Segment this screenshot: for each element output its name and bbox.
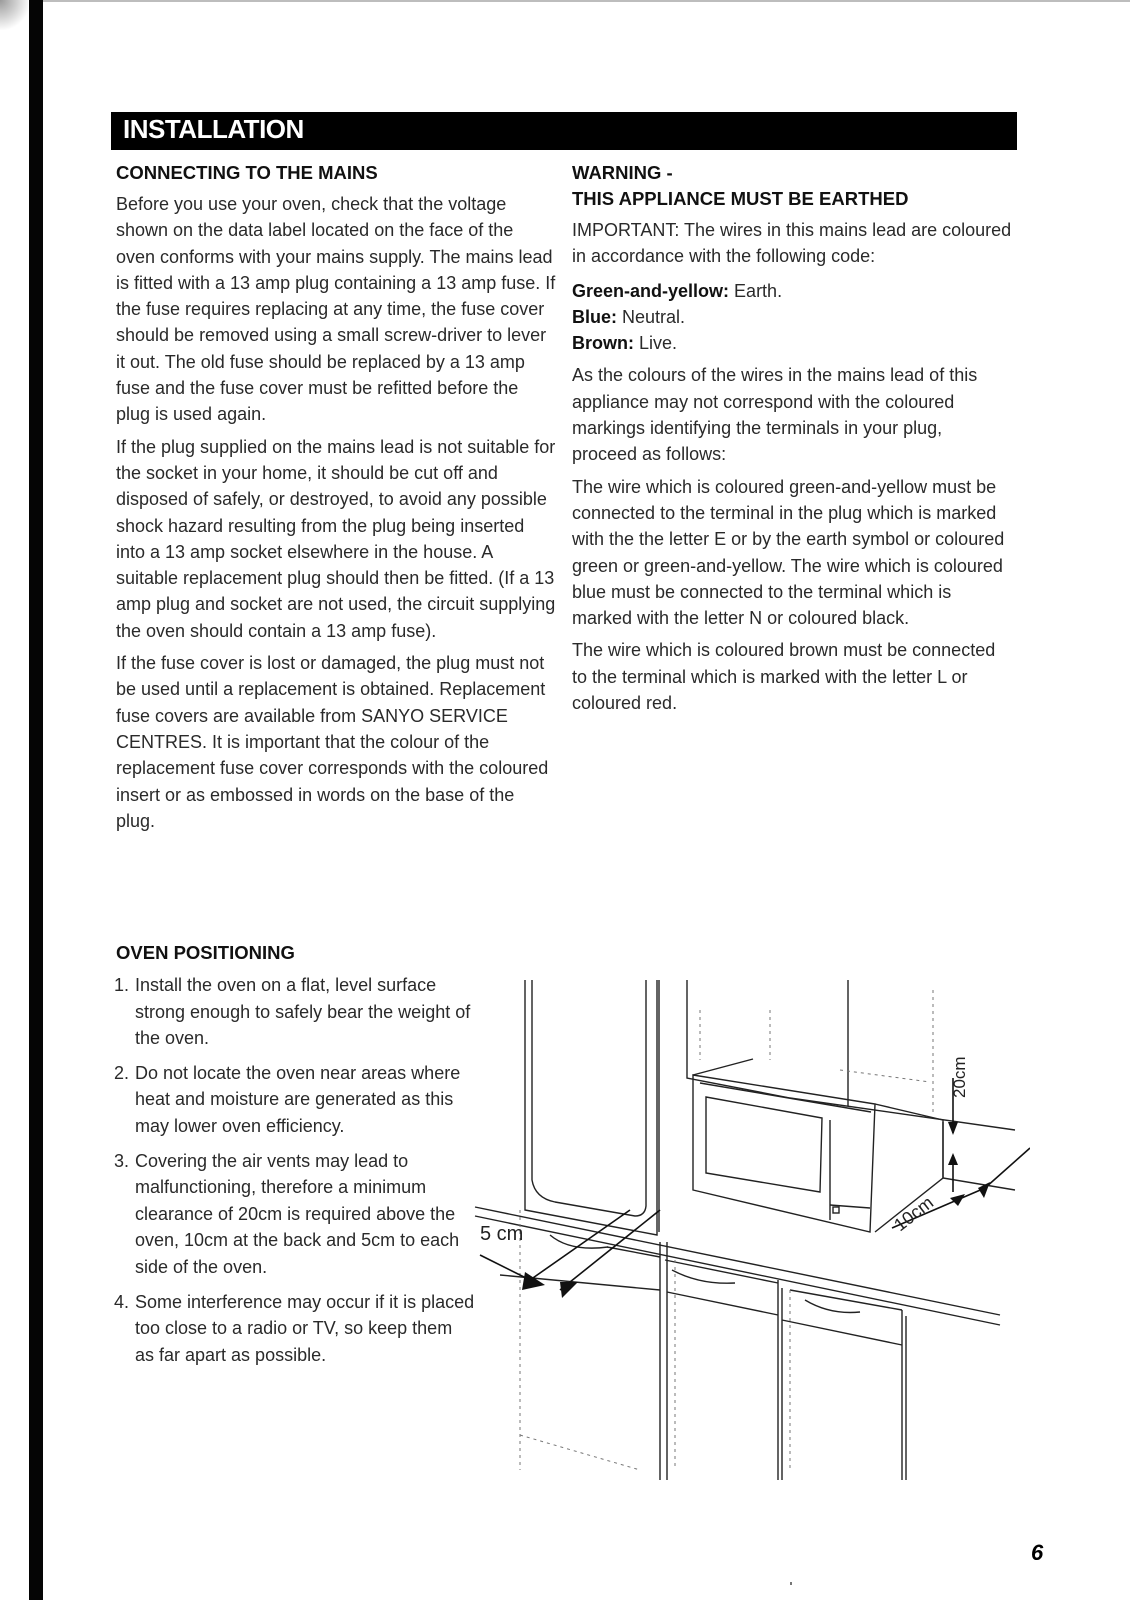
list-item xyxy=(116,1289,476,1369)
wire-code-label: Brown: xyxy=(572,333,634,354)
scan-corner-speckle xyxy=(0,0,28,30)
positioning-heading: OVEN POSITIONING xyxy=(116,942,295,963)
connecting-paragraph-2: If the plug supplied on the mains lead is not suitable for the socket in your home, it should be cut off and disposed of safely, or destroyed, to avoid any possible shock hazard resulting from the plug being inserted into a 13 amp socket elsewhere in the house. A suitable replacement plug should then be fitted. (If a 13 amp plug and socket are not used, the circuit supplying the oven should contain a 13 amp fuse). xyxy=(116,436,556,641)
oven-positioning-section xyxy=(116,940,476,1376)
list-item-text: Covering the air vents may lead to malfunctioning, therefore a minimum clearance of 20cm is required above the oven, 10cm at the back and 5cm to each side of the oven. xyxy=(135,1150,460,1277)
top-edge-rule xyxy=(43,0,1130,2)
list-item xyxy=(116,1060,476,1140)
wire-code-value: Earth. xyxy=(734,280,783,301)
warning-paragraph-3: The wire which is coloured brown must be connected to the terminal which is marked with the letter L or coloured red. xyxy=(572,640,996,714)
section-header-bar xyxy=(111,112,1017,150)
list-item-number: 4. xyxy=(114,1291,130,1312)
warning-heading-line1: WARNING - xyxy=(572,162,673,183)
list-item-number: 1. xyxy=(114,975,130,995)
wire-code-label: Green-and-yellow: xyxy=(572,280,730,301)
warning-section xyxy=(572,160,1012,716)
warning-intro: IMPORTANT: The wires in this mains lead are coloured in accordance with the following code: xyxy=(572,220,1012,267)
side-clearance-label: 5 cm xyxy=(480,1223,524,1245)
wire-code-earth xyxy=(572,278,1012,304)
list-item-number: 3. xyxy=(114,1150,130,1171)
wire-code-live xyxy=(572,330,1012,356)
top-clearance-label: 20cm xyxy=(950,1056,969,1098)
section-title: INSTALLATION xyxy=(123,114,304,144)
back-clearance-label: 10cm xyxy=(890,1192,938,1236)
wire-code-value: Live. xyxy=(639,333,678,354)
warning-paragraph-1: As the colours of the wires in the mains lead of this appliance may not correspond with the coloured markings identifying the terminals in your plug, proceed as follows: xyxy=(572,365,978,465)
list-item xyxy=(116,1148,476,1281)
scan-artifact-dot xyxy=(790,1582,792,1585)
list-item xyxy=(116,972,476,1052)
oven-clearance-diagram xyxy=(460,970,1030,1480)
list-item-text: Do not locate the oven near areas where heat and moisture are generated as this may lower oven efficiency. xyxy=(135,1062,461,1136)
warning-heading-line2: THIS APPLIANCE MUST BE EARTHED xyxy=(572,188,909,209)
wire-code-list xyxy=(572,278,1012,357)
binding-spine xyxy=(29,0,43,1600)
connecting-mains-section xyxy=(116,160,556,834)
connecting-paragraph-3: If the fuse cover is lost or damaged, the plug must not be used until a replacement is obtained. Replacement fuse covers are available from SANYO SERVICE CENTRES. It is important that the colour of the replacement fuse cover corresponds with the coloured insert or as embossed in words on the base of the plug. xyxy=(116,653,549,831)
list-item-text: Some interference may occur if it is placed too close to a radio or TV, so keep them as far apart as possible. xyxy=(135,1291,475,1365)
connecting-paragraph-1: Before you use your oven, check that the voltage shown on the data label located on the face of the oven conforms with your mains supply. The mains lead is fitted with a 13 amp plug containing a 13 amp fuse. If the fuse requires replacing at any time, the fuse cover should be removed using a small screw-driver to lever it out. The old fuse should be replaced by a 13 amp fuse and the fuse cover must be refitted before the plug is used again. xyxy=(116,194,556,425)
connecting-heading: CONNECTING TO THE MAINS xyxy=(116,162,378,183)
list-item-number: 2. xyxy=(114,1062,130,1083)
warning-paragraph-2: The wire which is coloured green-and-yellow must be connected to the terminal in the plug which is marked with the the letter E or by the earth symbol or coloured green or green-and-yellow. The wire which is coloured blue must be connected to the terminal which is marked with the letter N or coloured black. xyxy=(572,476,1005,629)
kitchen-illustration xyxy=(460,970,1030,1480)
list-item-text: Install the oven on a flat, level surface strong enough to safely bear the weight of the oven. xyxy=(135,975,471,1049)
page-number: 6 xyxy=(1031,1540,1044,1565)
positioning-list xyxy=(116,972,476,1368)
wire-code-label: Blue: xyxy=(572,306,617,327)
wire-code-neutral xyxy=(572,304,1012,330)
wire-code-value: Neutral. xyxy=(622,306,686,327)
